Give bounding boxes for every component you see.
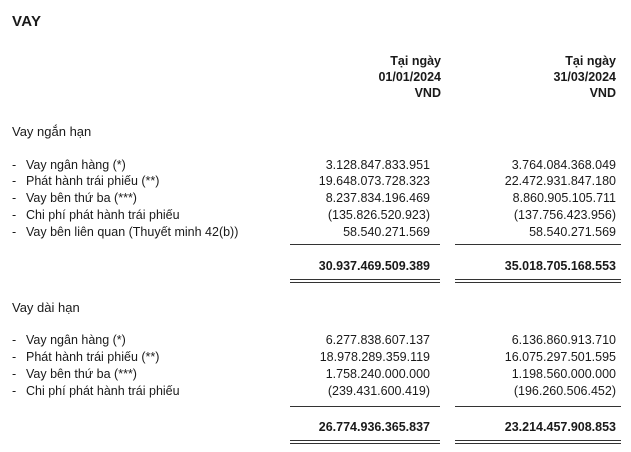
column-header-label: Tại ngày	[565, 54, 616, 68]
table-row	[12, 207, 620, 223]
double-rule	[455, 443, 621, 444]
column-header-date: 01/01/2024	[378, 70, 441, 84]
row-value-start: 58.540.271.569	[343, 225, 430, 239]
column-header-start	[378, 53, 441, 101]
row-bullet: -	[12, 225, 17, 239]
row-label: Chi phí phát hành trái phiếu	[26, 384, 180, 398]
double-rule	[290, 279, 440, 280]
double-rule	[290, 443, 440, 444]
row-bullet: -	[12, 350, 17, 364]
row-label: Vay bên thứ ba (***)	[26, 191, 137, 205]
row-value-end: 22.472.931.847.180	[504, 174, 616, 188]
row-value-start: 18.978.289.359.119	[319, 350, 430, 364]
total-value-start: 26.774.936.365.837	[318, 420, 430, 434]
row-value-start: (239.431.600.419)	[327, 384, 430, 398]
total-row-long-term	[12, 419, 620, 435]
row-label: Vay ngân hàng (*)	[26, 158, 126, 172]
row-value-end: 16.075.297.501.595	[504, 350, 616, 364]
row-value-start: 3.128.847.833.951	[325, 158, 430, 172]
column-header-label: Tại ngày	[390, 54, 441, 68]
table-row	[12, 224, 620, 240]
row-label: Vay ngân hàng (*)	[26, 333, 126, 347]
table-row	[12, 349, 620, 365]
row-label: Chi phí phát hành trái phiếu	[26, 208, 180, 222]
subtotal-rule	[290, 406, 440, 407]
row-value-start: 8.237.834.196.469	[325, 191, 430, 205]
table-row	[12, 383, 620, 399]
row-value-end: (137.756.423.956)	[513, 208, 616, 222]
section-heading-short-term: Vay ngắn hạn	[12, 124, 92, 139]
row-bullet: -	[12, 367, 17, 381]
row-value-start: 19.648.073.728.323	[318, 174, 430, 188]
double-rule	[455, 279, 621, 280]
row-value-end: 8.860.905.105.711	[512, 191, 616, 205]
table-row	[12, 190, 620, 206]
row-value-start: 1.758.240.000.000	[325, 367, 430, 381]
table-row	[12, 157, 620, 173]
row-bullet: -	[12, 158, 17, 172]
total-row-short-term	[12, 258, 620, 274]
table-row	[12, 332, 620, 348]
subtotal-rule	[455, 406, 621, 407]
row-label: Phát hành trái phiếu (**)	[26, 174, 160, 188]
total-value-end: 23.214.457.908.853	[504, 420, 616, 434]
table-row	[12, 366, 620, 382]
row-value-start: 6.277.838.607.137	[325, 333, 430, 347]
total-value-end: 35.018.705.168.553	[504, 259, 616, 273]
row-value-end: 58.540.271.569	[529, 225, 616, 239]
table-row	[12, 173, 620, 189]
row-value-end: 1.198.560.000.000	[511, 367, 616, 381]
section-heading-long-term: Vay dài hạn	[12, 300, 80, 315]
total-value-start: 30.937.469.509.389	[318, 259, 430, 273]
row-value-end: 3.764.084.368.049	[511, 158, 616, 172]
row-label: Vay bên liên quan (Thuyết minh 42(b))	[26, 225, 239, 239]
subtotal-rule	[455, 244, 621, 245]
column-header-currency: VND	[414, 86, 441, 100]
column-header-currency: VND	[589, 86, 616, 100]
double-rule	[455, 440, 621, 441]
row-label: Vay bên thứ ba (***)	[26, 367, 137, 381]
double-rule	[290, 440, 440, 441]
row-value-end: (196.260.506.452)	[513, 384, 616, 398]
column-header-date: 31/03/2024	[553, 70, 616, 84]
row-label: Phát hành trái phiếu (**)	[26, 350, 160, 364]
row-value-start: (135.826.520.923)	[327, 208, 430, 222]
row-bullet: -	[12, 191, 17, 205]
double-rule	[290, 282, 440, 283]
column-header-end	[553, 53, 616, 101]
subtotal-rule	[290, 244, 440, 245]
row-bullet: -	[12, 208, 17, 222]
row-bullet: -	[12, 384, 17, 398]
double-rule	[455, 282, 621, 283]
note-title: VAY	[12, 13, 42, 30]
row-bullet: -	[12, 333, 17, 347]
row-bullet: -	[12, 174, 17, 188]
row-value-end: 6.136.860.913.710	[511, 333, 616, 347]
